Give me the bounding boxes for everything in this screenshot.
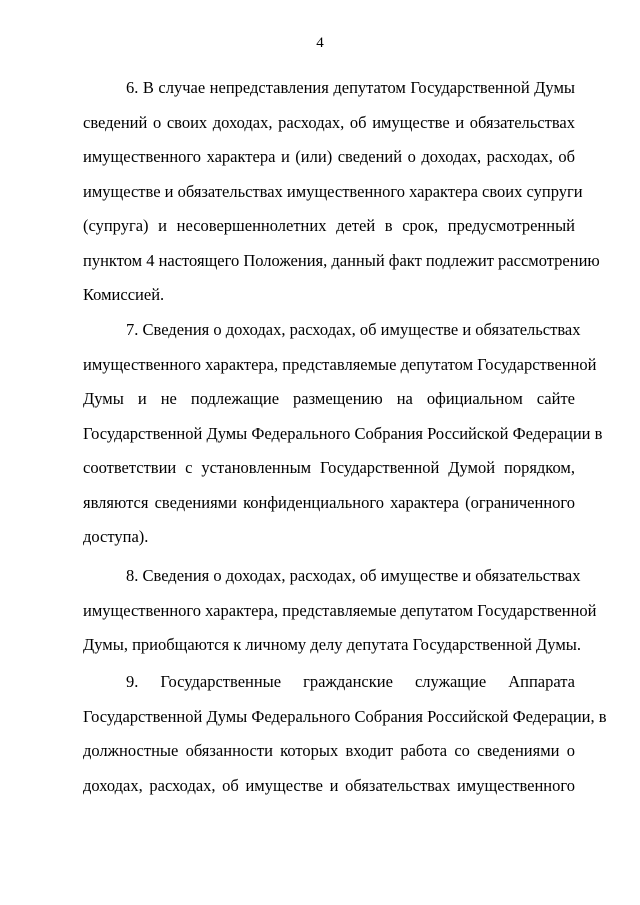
paragraph-line: имущественного характера и (или) сведений о доходах, расходах, об <box>83 147 575 166</box>
paragraph-line: Думы, приобщаются к личному делу депутата Государственной Думы. <box>83 635 581 654</box>
paragraph-line: (супруга) и несовершеннолетних детей в срок, предусмотренный <box>83 216 575 235</box>
paragraph-line: соответствии с установленным Государственной Думой порядком, <box>83 458 575 477</box>
paragraph-7 <box>83 313 603 555</box>
paragraph-line: сведений о своих доходах, расходах, об имуществе и обязательствах <box>83 112 575 132</box>
paragraph-9 <box>83 665 607 803</box>
paragraph-line: 7. Сведения о доходах, расходах, об имуществе и обязательствах <box>126 320 581 339</box>
paragraph-line: имущественного характера, представляемые депутатом Государственной <box>83 354 597 374</box>
paragraph-6 <box>83 71 600 313</box>
paragraph-line: 9. Государственные гражданские служащие Аппарата <box>126 672 575 691</box>
page-number: 4 <box>316 35 324 51</box>
paragraph-line: доходах, расходах, об имуществе и обязательствах имущественного <box>83 775 575 795</box>
paragraph-line: Комиссией. <box>83 285 165 304</box>
paragraph-line: должностные обязанности которых входит работа со сведениями о <box>83 741 575 760</box>
paragraph-line: имуществе и обязательствах имущественного характера своих супруги <box>83 181 583 201</box>
paragraph-8 <box>83 559 597 663</box>
paragraph-line: 8. Сведения о доходах, расходах, об имуществе и обязательствах <box>126 566 581 585</box>
paragraph-line: пунктом 4 настоящего Положения, данный факт подлежит рассмотрению <box>83 250 600 270</box>
paragraph-line: 6. В случае непредставления депутатом Государственной Думы <box>126 78 575 97</box>
paragraph-line: являются сведениями конфиденциального характера (ограниченного <box>83 492 575 512</box>
paragraph-line: Думы и не подлежащие размещению на официальном сайте <box>83 389 575 408</box>
paragraph-line: Государственной Думы Федерального Собрания Российской Федерации в <box>83 423 603 443</box>
paragraph-line: имущественного характера, представляемые депутатом Государственной <box>83 600 597 620</box>
paragraph-line: Государственной Думы Федерального Собрания Российской Федерации, в <box>83 706 607 726</box>
paragraph-line: доступа). <box>83 527 149 546</box>
